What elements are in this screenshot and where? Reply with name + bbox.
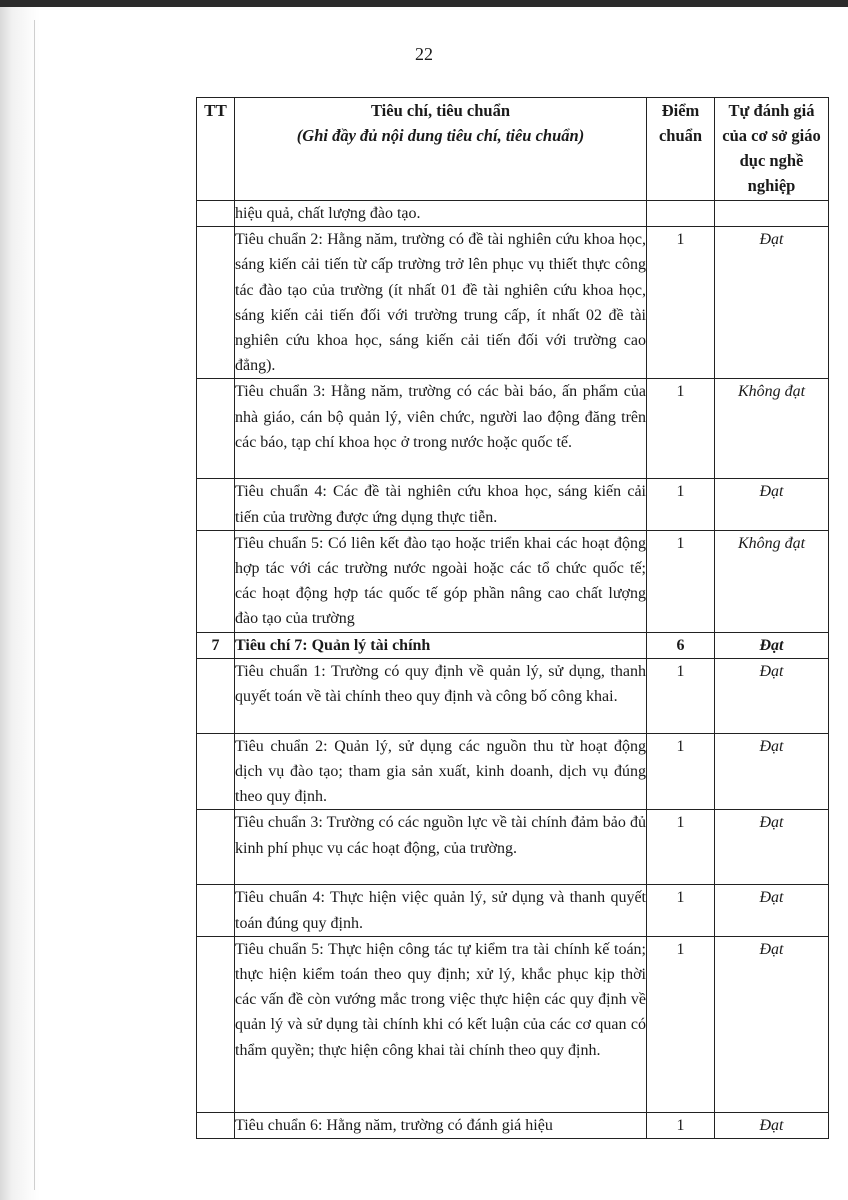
row-tt — [197, 479, 235, 530]
row-eval: Đạt — [715, 658, 829, 733]
row-content: Tiêu chuẩn 5: Có liên kết đào tạo hoặc triển khai các hoạt động hợp tác với các trường nước ngoài hoặc các tổ chức quốc tế; các hoạt động hợp tác quốc tế góp phần nâng cao chất lượng đào tạo của trường — [235, 530, 647, 632]
row-content: Tiêu chuẩn 3: Trường có các nguồn lực về tài chính đảm bảo đủ kinh phí phục vụ các hoạt động, của trường. — [235, 810, 647, 885]
row-tt — [197, 936, 235, 1112]
table-row — [197, 530, 829, 632]
row-content: Tiêu chuẩn 4: Các đề tài nghiên cứu khoa học, sáng kiến cải tiến của trường được ứng dụng thực tiễn. — [235, 479, 647, 530]
row-tt — [197, 658, 235, 733]
row-content: Tiêu chuẩn 2: Hằng năm, trường có đề tài nghiên cứu khoa học, sáng kiến cải tiến từ cấp trường trở lên phục vụ thiết thực công tác đào tạo của trường (ít nhất 01 đề tài nghiên cứu khoa học, sáng kiến cải tiến đối với trường trung cấp, ít nhất 02 đề tài nghiên cứu khoa học, sáng kiến cải tiến đối với trường cao đẳng). — [235, 227, 647, 379]
row-eval — [715, 201, 829, 227]
row-tt — [197, 530, 235, 632]
criterion-row — [197, 632, 829, 658]
header-score: Điểm chuẩn — [647, 98, 715, 201]
table-row — [197, 658, 829, 733]
table-header-row — [197, 98, 829, 201]
criteria-table — [196, 97, 829, 1139]
row-score: 1 — [647, 379, 715, 479]
row-score: 1 — [647, 530, 715, 632]
row-tt — [197, 733, 235, 810]
row-eval: Đạt — [715, 479, 829, 530]
table-row — [197, 479, 829, 530]
header-criteria-note: (Ghi đầy đủ nội dung tiêu chí, tiêu chuẩn) — [296, 126, 585, 145]
criterion-eval: Đạt — [715, 632, 829, 658]
row-eval: Đạt — [715, 733, 829, 810]
row-score: 1 — [647, 227, 715, 379]
table-row — [197, 379, 829, 479]
row-eval: Đạt — [715, 1112, 829, 1138]
row-tt — [197, 379, 235, 479]
table-row — [197, 733, 829, 810]
row-score: 1 — [647, 658, 715, 733]
scan-top-edge — [0, 0, 848, 7]
header-criteria — [235, 98, 647, 201]
page-number: 22 — [415, 44, 433, 64]
row-score: 1 — [647, 733, 715, 810]
row-score: 1 — [647, 936, 715, 1112]
row-eval: Đạt — [715, 936, 829, 1112]
table-row — [197, 201, 829, 227]
header-tt: TT — [197, 98, 235, 201]
row-tt — [197, 201, 235, 227]
table-row — [197, 936, 829, 1112]
row-eval: Không đạt — [715, 530, 829, 632]
row-score: 1 — [647, 885, 715, 936]
table-row — [197, 1112, 829, 1138]
row-content: Tiêu chuẩn 2: Quản lý, sử dụng các nguồn thu từ hoạt động dịch vụ đào tạo; tham gia sản xuất, kinh doanh, dịch vụ đúng theo quy định. — [235, 733, 647, 810]
row-score — [647, 201, 715, 227]
row-content: Tiêu chuẩn 3: Hằng năm, trường có các bài báo, ấn phẩm của nhà giáo, cán bộ quản lý, viên chức, người lao động đăng trên các báo, tạp chí khoa học ở trong nước hoặc quốc tế. — [235, 379, 647, 479]
header-self-eval: Tự đánh giá của cơ sở giáo dục nghề nghiệp — [715, 98, 829, 201]
table-row — [197, 227, 829, 379]
table-row — [197, 810, 829, 885]
row-content: hiệu quả, chất lượng đào tạo. — [235, 201, 647, 227]
row-eval: Đạt — [715, 885, 829, 936]
row-tt — [197, 810, 235, 885]
row-content: Tiêu chuẩn 5: Thực hiện công tác tự kiểm tra tài chính kế toán; thực hiện kiểm toán theo quy định; xử lý, khắc phục kịp thời các vấn đề còn vướng mắc trong việc thực hiện các quy định về quản lý và sử dụng tài chính khi có kết luận của các cơ quan có thẩm quyền; thực hiện công khai tài chính theo quy định. — [235, 936, 647, 1112]
row-tt — [197, 227, 235, 379]
row-eval: Đạt — [715, 810, 829, 885]
criterion-score: 6 — [647, 632, 715, 658]
criterion-title: Tiêu chí 7: Quản lý tài chính — [235, 632, 647, 658]
row-tt — [197, 885, 235, 936]
row-score: 1 — [647, 1112, 715, 1138]
row-tt — [197, 1112, 235, 1138]
table-row — [197, 885, 829, 936]
header-criteria-title: Tiêu chí, tiêu chuẩn — [370, 101, 511, 120]
row-content: Tiêu chuẩn 4: Thực hiện việc quản lý, sử dụng và thanh quyết toán đúng quy định. — [235, 885, 647, 936]
scan-binding-line — [34, 20, 35, 1190]
row-score: 1 — [647, 479, 715, 530]
row-eval: Không đạt — [715, 379, 829, 479]
row-eval: Đạt — [715, 227, 829, 379]
row-content: Tiêu chuẩn 6: Hằng năm, trường có đánh giá hiệu — [235, 1112, 647, 1138]
criterion-tt: 7 — [197, 632, 235, 658]
row-content: Tiêu chuẩn 1: Trường có quy định về quản lý, sử dụng, thanh quyết toán về tài chính theo quy định và công bố công khai. — [235, 658, 647, 733]
row-score: 1 — [647, 810, 715, 885]
